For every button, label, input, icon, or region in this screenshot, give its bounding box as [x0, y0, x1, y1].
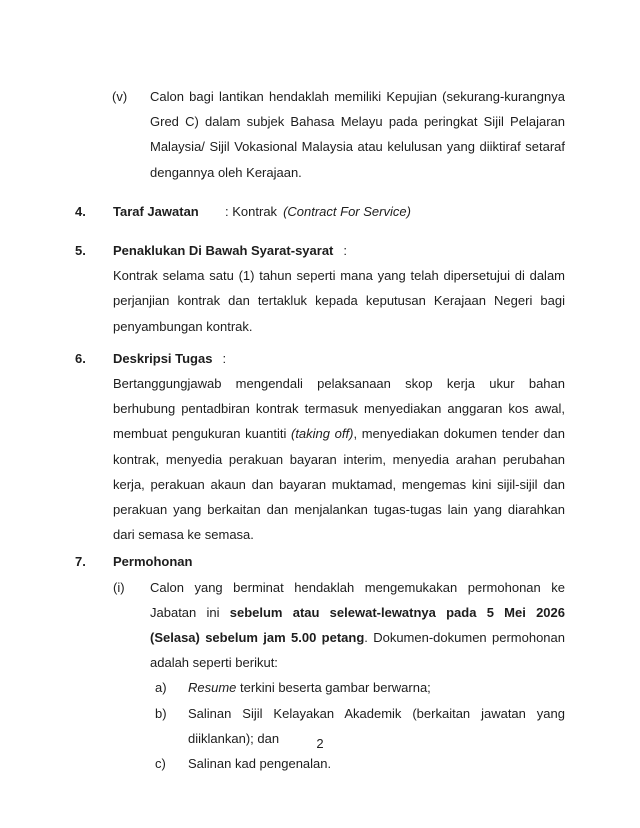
section-4-heading: Taraf Jawatan — [113, 203, 199, 219]
section-6-separator: : — [222, 350, 227, 366]
section-6-body — [113, 371, 565, 547]
list-item-v-label: (v) — [112, 89, 128, 104]
section-5-content — [113, 238, 565, 339]
list-item-a-text — [188, 675, 565, 700]
item-a-text: terkini beserta gambar berwarna; — [236, 680, 431, 696]
list-item-v-text: Calon bagi lantikan hendaklah memiliki Kepujian (sekurang-kurangnya Gred C) dalam subjek Bahasa Melayu pada peringkat Sijil Pelajaran Malaysia/ Sijil Vokasional Malaysia atau kelulusan yang diiktiraf setaraf dengannya oleh Kerajaan. — [150, 89, 565, 180]
section-5-separator: : — [343, 243, 348, 259]
section-5-number: 5. — [75, 243, 86, 259]
section-taraf-jawatan — [75, 199, 565, 224]
section-penaklukan — [75, 238, 565, 339]
item-i-text-part1: Calon yang berminat hendaklah mengemukakan permohonan ke Jabatan ini — [150, 579, 565, 620]
section-6-body-italic: (taking off) — [290, 426, 354, 442]
section-4-separator: : — [225, 203, 229, 219]
section-6-number: 6. — [75, 350, 86, 366]
item-i-text-part2: . Dokumen-dokumen permohonan adalah seperti berikut: — [150, 630, 565, 671]
page-number: 2 — [316, 736, 324, 751]
section-6-body-part2: , menyediakan dokumen tender dan kontrak, menyedia perakuan bayaran interim, menyedia arahan perubahan kerja, perakuan akaun dan bayaran muktamad, mengemas kini sijil-sijil dan perakuan yang berkaitan dan menjalankan tugas-tugas lain yang diarahkan dari semasa ke semasa. — [113, 426, 565, 543]
section-5-heading: Penaklukan Di Bawah Syarat-syarat — [113, 243, 334, 259]
section-7-heading: Permohonan — [113, 554, 193, 570]
section-5-body: Kontrak selama satu (1) tahun seperti mana yang telah dipersetujui di dalam perjanjian kontrak dan tertakluk kepada keputusan Kerajaan Negeri bagi penyambungan kontrak. — [113, 268, 565, 334]
section-4-value-note: (Contract For Service) — [283, 203, 411, 219]
section-5-heading-line — [113, 238, 565, 263]
item-a-text-italic: Resume — [188, 680, 237, 696]
list-item-a-label: a) — [155, 680, 167, 696]
list-item-i-label: (i) — [113, 579, 125, 595]
list-item-v — [112, 84, 565, 185]
list-item-b-text: Salinan Sijil Kelayakan Akademik (berkaitan jawatan yang diiklankan); dan — [188, 705, 565, 746]
section-6-content — [113, 346, 565, 548]
section-4-number: 4. — [75, 203, 86, 219]
list-item-c-label: c) — [155, 756, 166, 772]
section-7-number: 7. — [75, 554, 86, 570]
list-item-i-text — [150, 575, 565, 676]
section-6-heading-line — [113, 346, 565, 371]
list-item-c-text: Salinan kad pengenalan. — [188, 756, 332, 772]
section-6-body-part1: Bertanggungjawab mengendali pelaksanaan skop kerja ukur bahan berhubung pentadbiran kontrak termasuk menyediakan anggaran kos awal, membuat pengukuran kuantiti — [113, 376, 565, 442]
section-4-line — [113, 199, 565, 224]
item-i-text-bold: sebelum atau selewat-lewatnya pada 5 Mei 2026 (Selasa) sebelum jam 5.00 petang — [150, 604, 565, 646]
list-item-b-label: b) — [155, 705, 167, 721]
section-deskripsi-tugas — [75, 346, 565, 548]
section-4-value: Kontrak — [232, 203, 278, 219]
section-6-heading: Deskripsi Tugas — [113, 350, 213, 366]
list-item-a — [155, 675, 565, 700]
